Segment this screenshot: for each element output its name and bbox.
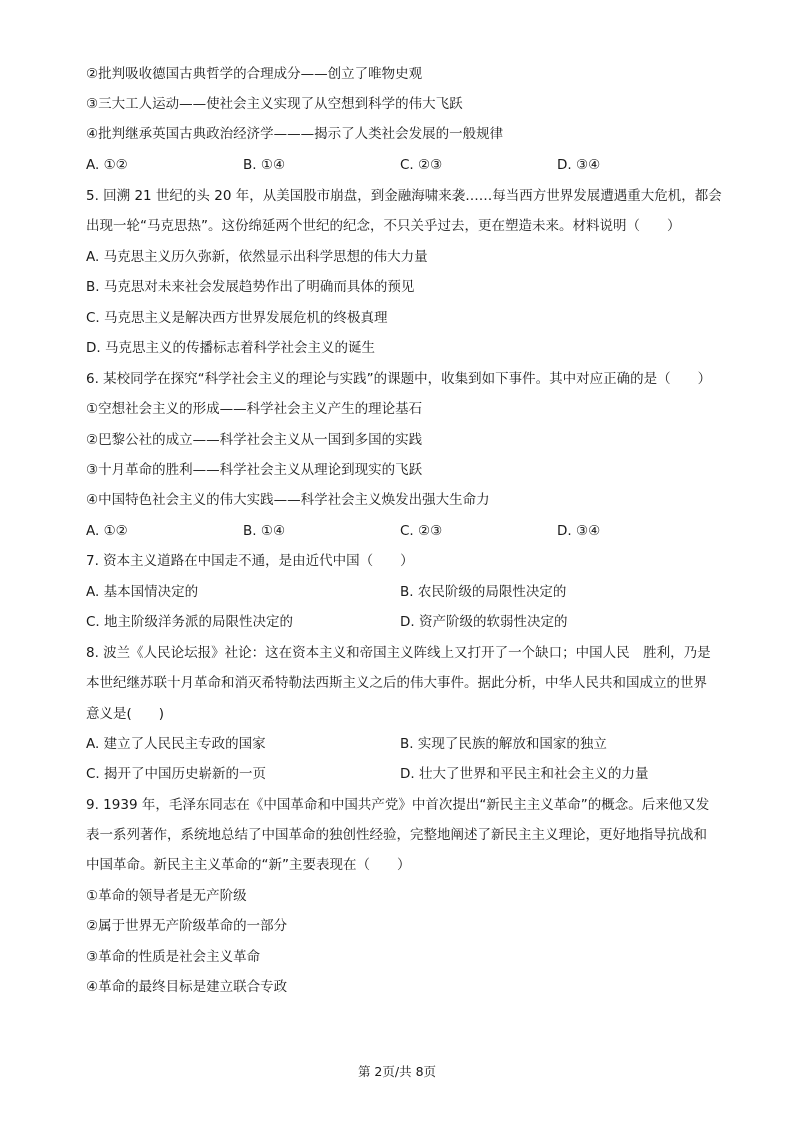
q8-option-d: D. 壮大了世界和平民主和社会主义的力量 [400, 766, 649, 782]
q8-option-a: A. 建立了人民民主专政的国家 [86, 736, 266, 752]
q9-item-3: ③革命的性质是社会主义革命 [86, 949, 261, 965]
q8-stem-line-1: 8. 波兰《人民论坛报》社论：这在资本主义和帝国主义阵线上又打开了一个缺口；中国人民 胜利，乃是 [86, 645, 711, 661]
q9-stem-line-2: 表一系列著作，系统地总结了中国革命的独创性经验，完整地阐述了新民主主义理论，更好地指导抗战和 [86, 827, 707, 843]
q8-option-b: B. 实现了民族的解放和国家的独立 [400, 736, 607, 752]
q6-item-4: ④中国特色社会主义的伟大实践——科学社会主义焕发出强大生命力 [86, 492, 490, 508]
q4-option-d: D. ③④ [557, 157, 601, 173]
q4-item-2: ②批判吸收德国古典哲学的合理成分——创立了唯物史观 [86, 66, 423, 82]
q9-stem-line-1: 9. 1939 年，毛泽东同志在《中国革命和中国共产党》中首次提出“新民主主义革命”的概念。后来他又发 [86, 797, 710, 813]
q9-item-2: ②属于世界无产阶级革命的一部分 [86, 918, 288, 934]
q9-stem-line-3: 中国革命。新民主主义革命的“新”主要表现在（ ） [86, 857, 411, 873]
q5-option-a: A. 马克思主义历久弥新，依然显示出科学思想的伟大力量 [86, 249, 428, 265]
q5-option-b: B. 马克思对未来社会发展趋势作出了明确而具体的预见 [86, 279, 415, 295]
q6-option-c: C. ②③ [400, 523, 443, 539]
q7-option-c: C. 地主阶级洋务派的局限性决定的 [86, 614, 294, 630]
q6-option-d: D. ③④ [557, 523, 601, 539]
q4-option-b: B. ①④ [243, 157, 286, 173]
q4-item-4: ④批判继承英国古典政治经济学———揭示了人类社会发展的一般规律 [86, 126, 504, 142]
q6-item-2: ②巴黎公社的成立——科学社会主义从一国到多国的实践 [86, 432, 423, 448]
q6-option-b: B. ①④ [243, 523, 286, 539]
q5-option-d: D. 马克思主义的传播标志着科学社会主义的诞生 [86, 340, 375, 356]
q6-option-a: A. ①② [86, 523, 128, 539]
q8-option-c: C. 揭开了中国历史崭新的一页 [86, 766, 267, 782]
q8-stem-line-3: 意义是( ) [86, 706, 165, 722]
q9-item-1: ①革命的领导者是无产阶级 [86, 888, 247, 904]
q7-option-d: D. 资产阶级的软弱性决定的 [400, 614, 568, 630]
q9-item-4: ④革命的最终目标是建立联合专政 [86, 979, 288, 995]
q5-option-c: C. 马克思主义是解决西方世界发展危机的终极真理 [86, 310, 388, 326]
q4-item-3: ③三大工人运动——使社会主义实现了从空想到科学的伟大飞跃 [86, 96, 463, 112]
q5-stem-line-2: 出现一轮“马克思热”。这份绵延两个世纪的纪念，不只关乎过去，更在塑造未来。材料说明（ ） [86, 218, 681, 234]
q7-option-a: A. 基本国情决定的 [86, 584, 199, 600]
q6-item-3: ③十月革命的胜利——科学社会主义从理论到现实的飞跃 [86, 462, 423, 478]
q5-stem-line-1: 5. 回溯 21 世纪的头 20 年，从美国股市崩盘，到金融海啸来袭……每当西方世界发展遭遇重大危机，都会 [86, 188, 722, 204]
q7-stem: 7. 资本主义道路在中国走不通，是由近代中国（ ） [86, 553, 414, 569]
q6-item-1: ①空想社会主义的形成——科学社会主义产生的理论基石 [86, 401, 423, 417]
q6-stem: 6. 某校同学在探究“科学社会主义的理论与实践”的课题中，收集到如下事件。其中对应正确的是（ ） [86, 371, 712, 387]
q8-stem-line-2: 本世纪继苏联十月革命和消灭希特勒法西斯主义之后的伟大事件。据此分析，中华人民共和国成立的世界 [86, 675, 707, 691]
q4-option-c: C. ②③ [400, 157, 443, 173]
page-number: 第 2页/共 8页 [357, 1064, 437, 1079]
q4-option-a: A. ①② [86, 157, 128, 173]
q7-option-b: B. 农民阶级的局限性决定的 [400, 584, 567, 600]
